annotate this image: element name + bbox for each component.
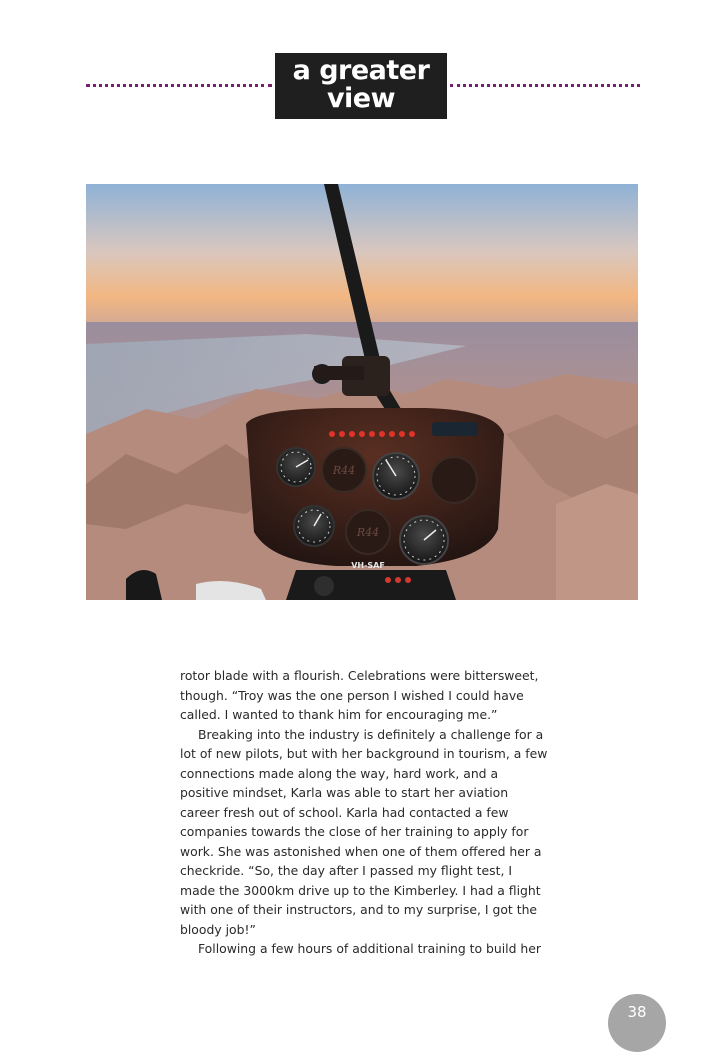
paragraph-2: Breaking into the industry is definitely a challenge for a lot of new pilots, but with her background in tourism, a few connections made along the way, hard work, and a positive mindset, Karla was able to start her aviation career fresh out of school. Karla had contacted a few companies towards the close of her training to apply for work. She was astonished when one of them offered her a checkride. “So, the day after I passed my flight test, I made the 3000km drive up to the Kimberley. I had a flight with one of their instructors, and to my surprise, I got the bloody job!” <box>180 726 548 937</box>
helicopter-cockpit-photo <box>86 184 638 600</box>
paragraph-3: Following a few hours of additional training to build her <box>198 941 541 956</box>
dotted-rule-left <box>86 84 272 87</box>
section-title-line-1: a greater <box>292 55 430 86</box>
section-title-line-2: view <box>326 83 396 114</box>
page-number: 38 <box>608 994 666 1052</box>
section-title <box>275 53 447 119</box>
registration-label: VH-SAF <box>351 561 385 570</box>
panel-logo-1: R44 <box>332 464 356 477</box>
panel-logo-2: R44 <box>356 526 380 539</box>
article-body <box>180 666 550 959</box>
dotted-rule-right <box>450 84 640 87</box>
paragraph-1: rotor blade with a flourish. Celebrations were bittersweet, though. “Troy was the one person I wished I could have called. I wanted to thank him for encouraging me.” <box>180 668 539 722</box>
